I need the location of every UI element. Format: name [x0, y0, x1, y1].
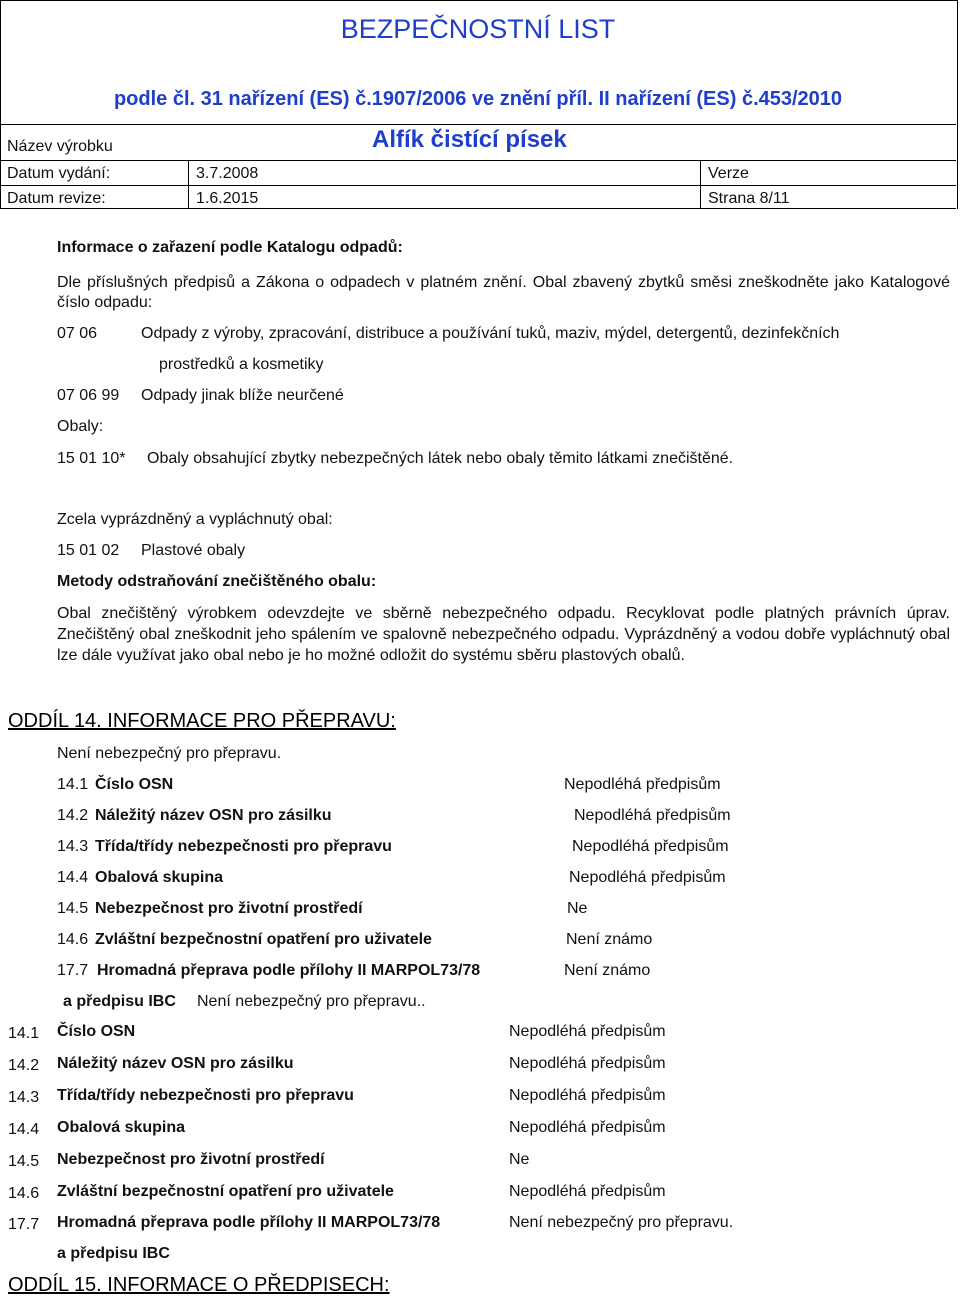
row-label: Číslo OSN [95, 776, 174, 793]
row-number: 14.6 [57, 931, 89, 948]
row-value: Není nebezpečný pro přepravu. [509, 1214, 734, 1231]
row-value: Nepodléhá předpisům [564, 776, 721, 793]
waste-code: 15 01 02 [57, 542, 120, 559]
header-divider [0, 124, 956, 125]
section-15-heading: ODDÍL 15. INFORMACE O PŘEDPISECH: [8, 1274, 390, 1296]
row-label: Zvláštní bezpečnostní opatření pro uživatele [95, 931, 432, 948]
header-column-divider [700, 160, 701, 208]
row-number: 14.3 [57, 838, 89, 855]
row-value: Nepodléhá předpisům [509, 1119, 666, 1136]
row-value: Nepodléhá předpisům [509, 1087, 666, 1104]
methods-text: Obal znečištěný výrobkem odevzdejte ve sběrně nebezpečného odpadu. Recyklovat podle platných právních úprav. Znečištěný obal zneškodnit jeho spálením ve spalovně nebezpečného odpadu. Vyprázdněný a vodou dobře vypláchnutý obal lze dále využívat jako obal nebo je ho možné odložit do systému sběru plastových obalů. [57, 605, 950, 664]
waste-description: Odpady z výroby, zpracování, distribuce a používání tuků, maziv, mýdel, detergentů, dezinfekčních [141, 325, 840, 342]
row-number: 14.5 [8, 1153, 40, 1170]
row-number: 14.6 [8, 1185, 40, 1202]
ibc-label: a předpisu IBC [57, 1245, 170, 1262]
row-label: Zvláštní bezpečnostní opatření pro uživatele [57, 1183, 394, 1200]
row-value: Nepodléhá předpisům [509, 1055, 666, 1072]
row-value: Není známo [564, 962, 651, 979]
row-value: Nepodléhá předpisům [509, 1023, 666, 1040]
regulation-subtitle: podle čl. 31 nařízení (ES) č.1907/2006 ve znění příl. II nařízení (ES) č.453/2010 [113, 88, 843, 110]
row-number: 14.5 [57, 900, 89, 917]
row-number: 14.1 [8, 1025, 40, 1042]
methods-heading: Metody odstraňování znečištěného obalu: [57, 573, 377, 590]
revision-date: 1.6.2015 [196, 190, 259, 207]
row-value: Není známo [566, 931, 653, 948]
row-label: Náležitý název OSN pro zásilku [95, 807, 332, 824]
issue-date: 3.7.2008 [196, 165, 259, 182]
row-label: Hromadná přeprava podle přílohy II MARPOL73/78 [57, 1214, 441, 1231]
row-value: Nepodléhá předpisům [569, 869, 726, 886]
header-bottom-border [0, 208, 956, 209]
section-14-heading: ODDÍL 14. INFORMACE PRO PŘEPRAVU: [8, 710, 396, 732]
waste-code: 15 01 10* [57, 450, 126, 467]
row-label: Nebezpečnost pro životní prostředí [95, 900, 363, 917]
row-label: Třída/třídy nebezpečnosti pro přepravu [95, 838, 392, 855]
row-value: Ne [509, 1151, 530, 1168]
row-label: Obalová skupina [57, 1119, 186, 1136]
transport-intro: Není nebezpečný pro přepravu. [57, 745, 282, 762]
revision-date-label: Datum revize: [7, 190, 106, 207]
row-number: 14.2 [8, 1057, 40, 1074]
row-label: Třída/třídy nebezpečnosti pro přepravu [57, 1087, 354, 1104]
product-label: Název výrobku [7, 138, 113, 155]
row-number: 17.7 [57, 962, 89, 979]
document-title: BEZPEČNOSTNÍ LIST [340, 14, 616, 44]
page-number: Strana 8/11 [708, 190, 790, 207]
issue-date-label: Datum vydání: [7, 165, 111, 182]
product-name: Alfík čistící písek [372, 126, 567, 153]
version-label: Verze [708, 165, 749, 182]
waste-heading: Informace o zařazení podle Katalogu odpadů: [57, 239, 403, 256]
row-label: Obalová skupina [95, 869, 224, 886]
clean-packaging-label: Zcela vyprázdněný a vypláchnutý obal: [57, 511, 333, 528]
waste-description: Odpady jinak blíže neurčené [141, 387, 344, 404]
waste-code: 07 06 [57, 325, 98, 342]
ibc-label: a předpisu IBC [63, 993, 176, 1010]
waste-description: prostředků a kosmetiky [159, 356, 324, 373]
row-value: Nepodléhá předpisům [574, 807, 731, 824]
waste-code: 07 06 99 [57, 387, 120, 404]
row-label: Nebezpečnost pro životní prostředí [57, 1151, 325, 1168]
waste-intro: Dle příslušných předpisů a Zákona o odpadech v platném znění. Obal zbavený zbytků směsi zneškodněte jako Katalogové číslo odpadu: [57, 274, 950, 311]
row-number: 14.1 [57, 776, 89, 793]
row-number: 14.4 [57, 869, 89, 886]
row-number: 17.7 [8, 1216, 40, 1233]
row-label: Hromadná přeprava podle přílohy II MARPOL73/78 [97, 962, 481, 979]
packaging-label: Obaly: [57, 418, 104, 435]
row-label: Číslo OSN [57, 1023, 136, 1040]
header-divider [0, 160, 956, 161]
row-number: 14.4 [8, 1121, 40, 1138]
row-label: Náležitý název OSN pro zásilku [57, 1055, 294, 1072]
row-value: Nepodléhá předpisům [509, 1183, 666, 1200]
waste-description: Plastové obaly [141, 542, 246, 559]
header-column-divider [188, 160, 189, 208]
waste-description: Obaly obsahující zbytky nebezpečných látek nebo obaly těmito látkami znečištěné. [147, 450, 734, 467]
header-divider [0, 185, 956, 186]
ibc-value: Není nebezpečný pro přepravu.. [197, 993, 426, 1010]
row-number: 14.2 [57, 807, 89, 824]
row-value: Nepodléhá předpisům [572, 838, 729, 855]
row-value: Ne [567, 900, 588, 917]
row-number: 14.3 [8, 1089, 40, 1106]
